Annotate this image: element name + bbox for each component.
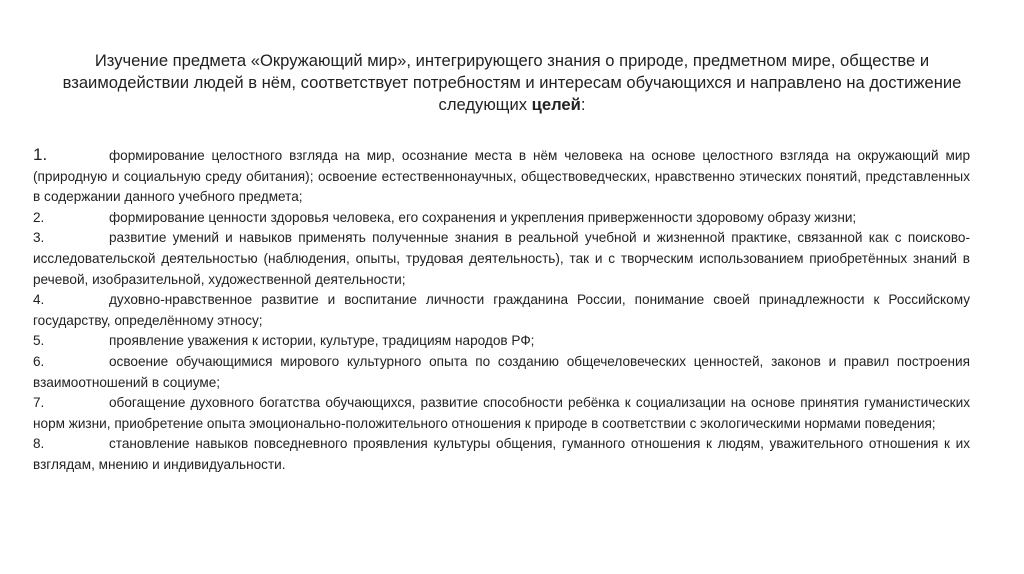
goal-item-3 [33,228,970,290]
goal-number: 2. [33,209,45,225]
goal-number: 3. [33,230,45,246]
goal-number: 4. [33,292,45,308]
heading-emphasis: целей [531,95,581,114]
goal-item-4 [33,290,970,331]
goal-text: становление навыков повседневного проявления культуры общения, гуманного отношения к людям, уважительного отношения к их взглядам, мнению и индивидуальности. [33,436,970,472]
goal-item-6 [33,352,970,393]
goal-item-5 [33,331,970,352]
goal-text: духовно-нравственное развитие и воспитание личности гражданина России, понимание своей принадлежности к Российскому государству, определённому этносу; [33,292,970,328]
goal-item-7 [33,393,970,434]
goal-item-1 [33,145,970,208]
goal-text: освоение обучающимися мирового культурного опыта по созданию общечеловеческих ценностей, законов и правил построения взаимоотношений в социуме; [33,353,970,390]
goal-text: обогащение духовного богатства обучающихся, развитие способности ребёнка к социализации на основе принятия гуманистических норм жизни, приобретение опыта эмоционально-положительного отношения к природе в соответствии с экологическими нормами поведения; [33,395,970,431]
goal-text: развитие умений и навыков применять полученные знания в реальной учебной и жизненной практике, связанной как с поисково-исследовательской деятельностью (наблюдения, опыты, трудовая деятельность), так и с творческим использованием приобретённых знаний в речевой, изобразительной, художественной деятельности; [33,230,970,287]
goal-text: формирование целостного взгляда на мир, осознание места в нём человека на основе целостного взгляда на окружающий мир (природную и социальную среду обитания); освоение естественнонаучных, обществоведческих, нравственно этических понятий, представленных в содержании данного учебного предмета; [33,148,970,205]
goal-number: 7. [33,395,45,411]
goal-number: 5. [33,333,45,349]
goal-number: 8. [33,436,45,452]
goal-number: 1. [33,145,48,164]
goal-text: формирование ценности здоровья человека, его сохранения и укрепления приверженности здоровому образу жизни; [109,209,857,225]
slide-heading [50,50,974,116]
heading-text: Изучение предмета «Окружающий мир», интегрирующего знания о природе, предметном мире, обществе и взаимодействии людей в нём, соответствует потребностям и интересам обучающихся и направлено на достижение следующих [62,51,962,114]
goal-item-8 [33,434,970,475]
goal-text: проявление уважения к истории, культуре, традициям народов РФ; [109,333,535,349]
goals-list [33,145,970,476]
goal-number: 6. [33,353,45,369]
heading-colon: : [580,95,586,114]
goal-item-2 [33,208,970,229]
